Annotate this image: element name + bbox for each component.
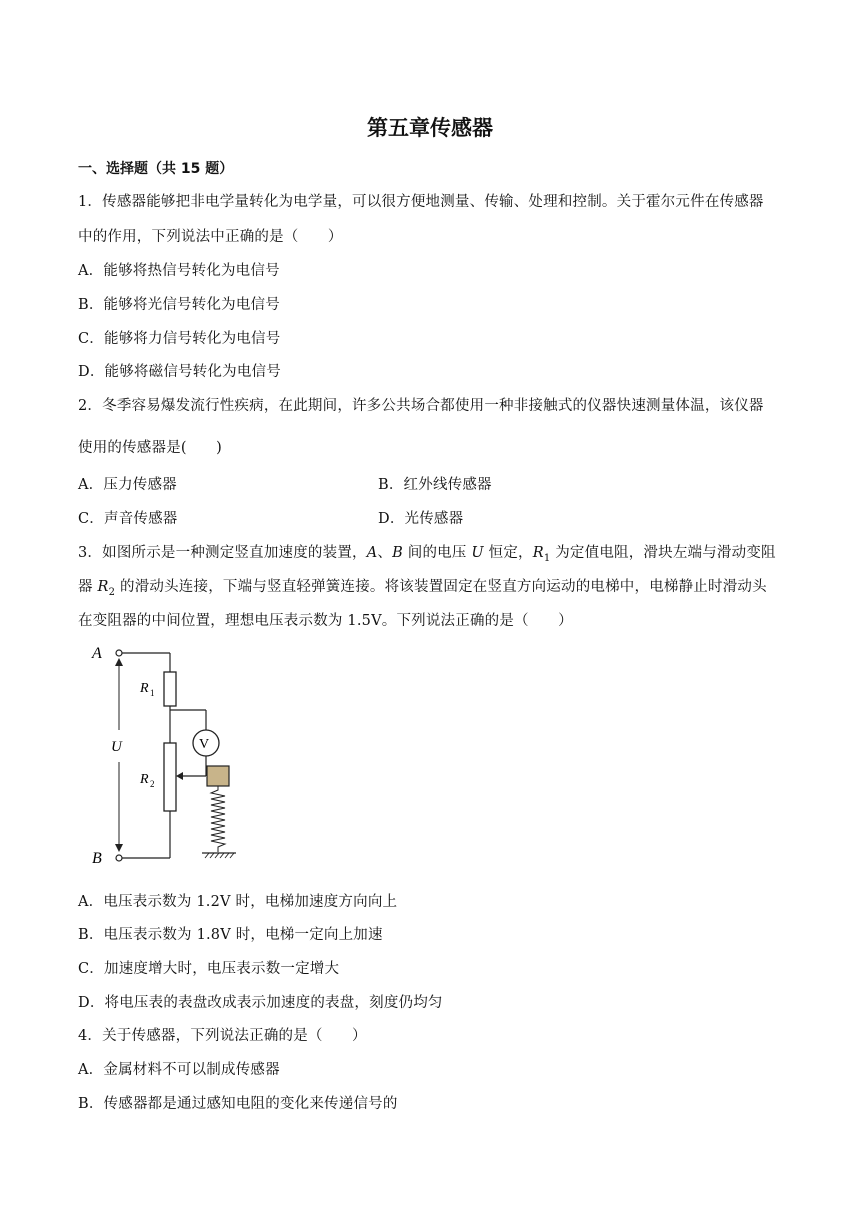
q2-option-d: D．光传感器 bbox=[378, 511, 464, 527]
q2-option-a: A．压力传感器 bbox=[78, 477, 177, 493]
label-a: A bbox=[92, 645, 102, 662]
section-heading: 一、选择题（共 15 题） bbox=[78, 161, 234, 177]
terminal-a bbox=[116, 650, 122, 656]
label-u: U bbox=[111, 739, 122, 755]
q1-stem-line-2: 中的作用，下列说法中正确的是（ ） bbox=[78, 229, 343, 245]
q3-option-d: D．将电压表的表盘改成表示加速度的表盘，刻度仍均匀 bbox=[78, 995, 443, 1011]
label-r2-sub: 2 bbox=[150, 779, 155, 789]
q4-stem-line-1: 4．关于传感器，下列说法正确的是（ ） bbox=[78, 1028, 367, 1044]
label-v: V bbox=[199, 737, 210, 752]
q4-option-a: A．金属材料不可以制成传感器 bbox=[78, 1062, 280, 1078]
spring bbox=[211, 786, 225, 852]
q2-option-b: B．红外线传感器 bbox=[378, 477, 492, 493]
q1-option-a: A．能够将热信号转化为电信号 bbox=[78, 263, 280, 279]
label-r1-sub: 1 bbox=[150, 688, 155, 698]
q1-option-d: D．能够将磁信号转化为电信号 bbox=[78, 364, 281, 380]
resistor-r2 bbox=[164, 743, 176, 811]
q3-stem-line-2: 器 $R_2$ 的滑动头连接，下端与竖直轻弹簧连接。将该装置固定在竖直方向运动的电梯中，电梯静止时滑动头 bbox=[78, 579, 767, 598]
label-b: B bbox=[92, 850, 102, 867]
q3-stem-line-3: 在变阻器的中间位置，理想电压表示数为 1.5V。下列说法正确的是（ ） bbox=[78, 613, 573, 629]
q4-option-b: B．传感器都是通过感知电阻的变化来传递信号的 bbox=[78, 1096, 398, 1112]
q2-stem-line-2: 使用的传感器是( ) bbox=[78, 440, 223, 456]
q3-option-a: A．电压表示数为 1.2V 时，电梯加速度方向向上 bbox=[78, 894, 398, 910]
q2-option-c: C．声音传感器 bbox=[78, 511, 178, 527]
q3-stem-line-1: 3．如图所示是一种测定竖直加速度的装置，A、B 间的电压 U 恒定，$R_1$ 为定值电阻，滑块左端与滑动变阻 bbox=[78, 545, 776, 564]
terminal-b bbox=[116, 855, 122, 861]
q1-option-c: C．能够将力信号转化为电信号 bbox=[78, 331, 281, 347]
q2-stem-line-1: 2．冬季容易爆发流行性疾病，在此期间，许多公共场合都使用一种非接触式的仪器快速测量体温，该仪器 bbox=[78, 398, 764, 414]
q3-option-c: C．加速度增大时，电压表示数一定增大 bbox=[78, 961, 340, 977]
label-r2: R bbox=[140, 772, 149, 787]
label-r1: R bbox=[140, 681, 149, 696]
circuit-diagram bbox=[82, 640, 252, 872]
resistor-r1 bbox=[164, 672, 176, 706]
page-title: 第五章传感器 bbox=[367, 116, 493, 140]
q1-stem-line-1: 1．传感器能够把非电学量转化为电学量，可以很方便地测量、传输、处理和控制。关于霍尔元件在传感器 bbox=[78, 194, 764, 210]
slider-block bbox=[207, 766, 229, 786]
q1-option-b: B．能够将光信号转化为电信号 bbox=[78, 297, 280, 313]
q3-option-b: B．电压表示数为 1.8V 时，电梯一定向上加速 bbox=[78, 927, 383, 943]
